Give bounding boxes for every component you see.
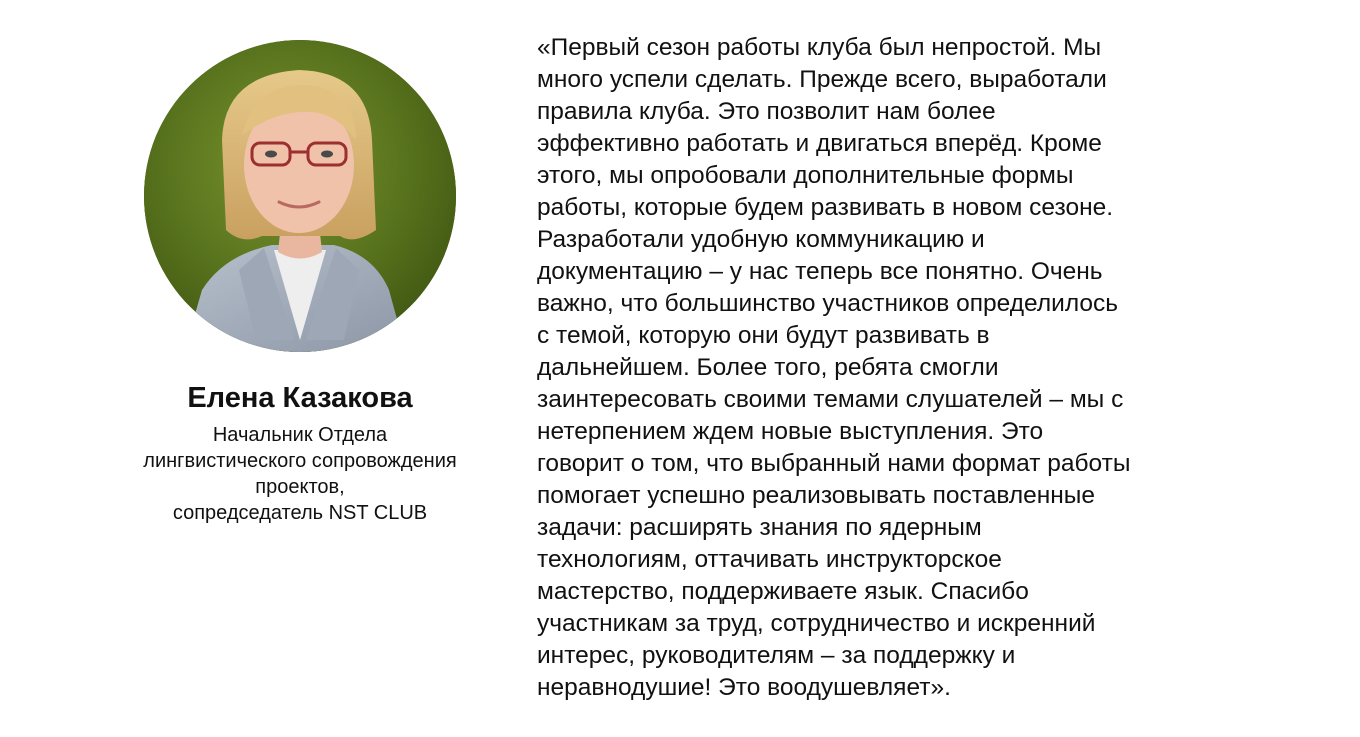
- role-line: проектов,: [255, 476, 345, 498]
- quote-line: «Первый сезон работы клуба был непростой. Мы: [537, 34, 1102, 61]
- quote-line: мастерство, поддерживаете язык. Спасибо: [537, 578, 1029, 605]
- quote-line: документацию – у нас теперь все понятно. Очень: [537, 258, 1103, 285]
- quote-line: работы, которые будем развивать в новом сезоне.: [537, 194, 1114, 221]
- portrait-illustration: [144, 40, 456, 352]
- quote-line: технологиям, оттачивать инструкторское: [537, 546, 1002, 573]
- quote-line: участникам за труд, сотрудничество и искренний: [537, 610, 1096, 637]
- quote-line: говорит о том, что выбранный нами формат работы: [537, 450, 1131, 477]
- person-role: [80, 422, 520, 526]
- quote-line: Разработали удобную коммуникацию и: [537, 226, 985, 253]
- quote-text: [537, 32, 1227, 704]
- quote-line: эффективно работать и двигаться вперёд. Кроме: [537, 130, 1102, 157]
- quote-line: интерес, руководителям – за поддержку и: [537, 642, 1016, 669]
- quote-line: помогает успешно реализовывать поставленные: [537, 482, 1096, 509]
- quote-line: важно, что большинство участников определилось: [537, 290, 1119, 317]
- role-line: сопредседатель NST CLUB: [172, 502, 428, 524]
- quote-line: с темой, которую они будут развивать в: [537, 322, 990, 349]
- quote-line: правила клуба. Это позволит нам более: [537, 98, 996, 125]
- quote-line: много успели сделать. Прежде всего, выработали: [537, 66, 1107, 93]
- quote-line: дальнейшем. Более того, ребята смогли: [537, 354, 999, 381]
- quote-line: неравнодушие! Это воодушевляет».: [537, 674, 951, 701]
- profile-card: [80, 40, 520, 526]
- quote-line: задачи: расширять знания по ядерным: [537, 514, 982, 541]
- role-line: Начальник Отдела: [212, 424, 388, 446]
- quote-line: нетерпением ждем новые выступления. Это: [537, 418, 1044, 445]
- person-name: Елена Казакова: [187, 382, 413, 414]
- role-line: лингвистического сопровождения: [143, 450, 457, 472]
- portrait-photo: [144, 40, 456, 352]
- quote-line: этого, мы опробовали дополнительные формы: [537, 162, 1074, 189]
- quote-line: заинтересовать своими темами слушателей – мы с: [537, 386, 1124, 413]
